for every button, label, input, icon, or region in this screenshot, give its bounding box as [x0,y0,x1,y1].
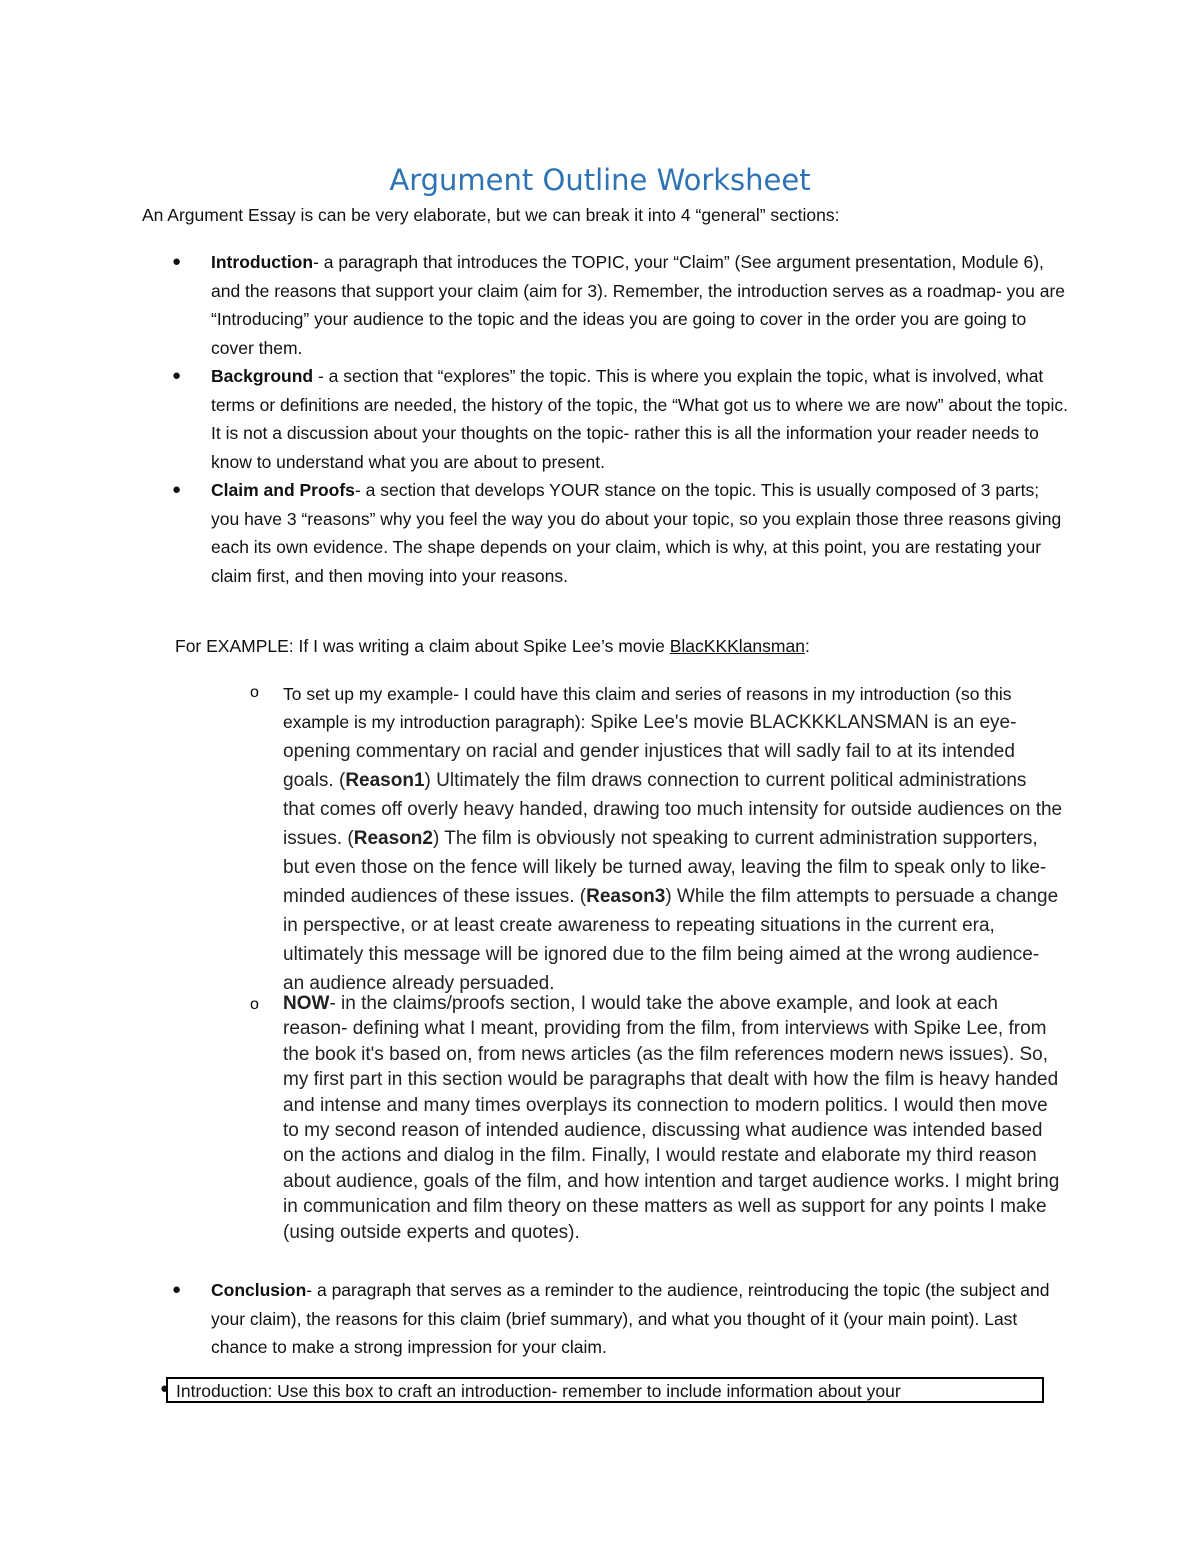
now-label: NOW [283,993,330,1014]
example-lead-text: For EXAMPLE: If I was writing a claim about Spike Lee’s movie [175,636,670,656]
example-list [250,680,1063,994]
section-heading: Background [211,366,314,386]
reason2-label: Reason2 [353,828,433,849]
bullet-icon: ● [160,1380,170,1397]
section-claim-and-proofs [172,476,1071,590]
section-heading: Introduction [211,252,314,272]
section-body: - a section that develops YOUR stance on the topic. This is usually composed of 3 parts; you have 3 “reasons” why you feel the way you do about your topic, so you explain those three reasons giving each its own evidence. The shape depends on your claim, which is why, at this point, you are restating your claim first, and then moving into your reasons. [211,480,1062,586]
example-claim-part3: ) The film is obviously not speaking to current administration supporters, but even those on the fence will likely be turned away, leaving the film to speak only to like-minded audiences of these issues. ( [283,828,1047,907]
reason1-label: Reason1 [345,770,425,791]
example-item-lead-wrap [283,680,1063,998]
bullet-icon: ● [172,481,182,498]
example-now-body: - in the claims/proofs section, I would take the above example, and look at each reason- defining what I meant, providing from the film, from interviews with Spike Lee, from the book it's based on, from news articles (as the film references modern news issues). So, my first part in this section would be paragraphs that dealt with how the film is heavy handed and intense and many times overplays its connection to modern politics. I would then move to my second reason of intended audience, discussing what audience was intended based on the actions and dialog in the film. Finally, I would restate and elaborate my third reason about audience, goals of the film, and how intention and target audience works. I might bring in communication and film theory on these matters as well as support for any points I make (using outside experts and quotes). [283,993,1060,1243]
introduction-box[interactable] [166,1377,1044,1403]
example-list-2 [250,991,1063,1245]
example-item-now [250,991,1063,1245]
example-item-setup [250,680,1063,998]
introduction-box-text: Introduction: Use this box to craft an introduction- remember to include information about your [176,1381,901,1401]
example-colon: : [804,636,810,656]
section-list [172,248,1071,590]
section-heading: Claim and Proofs [211,480,355,500]
section-background [172,362,1071,476]
movie-title: BlacKKKlansman [669,636,805,656]
section-heading: Conclusion [211,1280,307,1300]
example-lead [175,636,810,657]
bullet-icon: ● [172,253,182,270]
section-body: - a paragraph that introduces the TOPIC, your “Claim” (See argument presentation, Module 6), and the reasons that support your claim (aim for 3). Remember, the introduction serves as a roadmap- you are “Introducing” your audience to the topic and the ideas you are going to cover in the order you are going to cover them. [211,252,1066,358]
sub-bullet-icon: o [250,684,259,701]
section-body: - a paragraph that serves as a reminder to the audience, reintroducing the topic (the subject and your claim), the reasons for this claim (brief summary), and what you thought of it (your main point). Last chance to make a strong impression for your claim. [211,1280,1050,1357]
page-title: Argument Outline Worksheet [389,163,811,197]
example-item-lead: To set up my example- I could have this claim and series of reasons in my introduction (so this example is my introduction paragraph): [283,684,1012,732]
section-conclusion [172,1276,1071,1362]
example-claim-part2: ) Ultimately the film draws connection to current political administrations that comes off overly heavy handed, drawing too much intensity for outside audiences on the issues. ( [283,770,1063,849]
example-now-paragraph [283,991,1063,1245]
bullet-icon: ● [172,367,182,384]
reason3-label: Reason3 [586,886,666,907]
intro-paragraph: An Argument Essay is can be very elaborate, but we can break it into 4 “general” sections: [142,205,840,225]
example-claim-part4: ) While the film attempts to persuade a change in perspective, or at least create awareness to repeating situations in the current era, ultimately this message will be ignored due to the film being aimed at the wrong audience- an audience already persuaded. [283,886,1059,994]
sub-bullet-icon: o [250,996,259,1013]
section-list-2 [172,1276,1071,1362]
example-claim-part1: Spike Lee's movie BLACKKKLANSMAN is an eye-opening commentary on racial and gender injustices that will sadly fail to at its intended goals. ( [283,712,1017,791]
bullet-icon: ● [172,1281,182,1298]
section-introduction [172,248,1071,362]
section-body: - a section that “explores” the topic. This is where you explain the topic, what is involved, what terms or definitions are needed, the history of the topic, the “What got us to where we are now” about the topic. It is not a discussion about your thoughts on the topic- rather this is all the information your reader needs to know to understand what you are about to present. [211,366,1068,472]
